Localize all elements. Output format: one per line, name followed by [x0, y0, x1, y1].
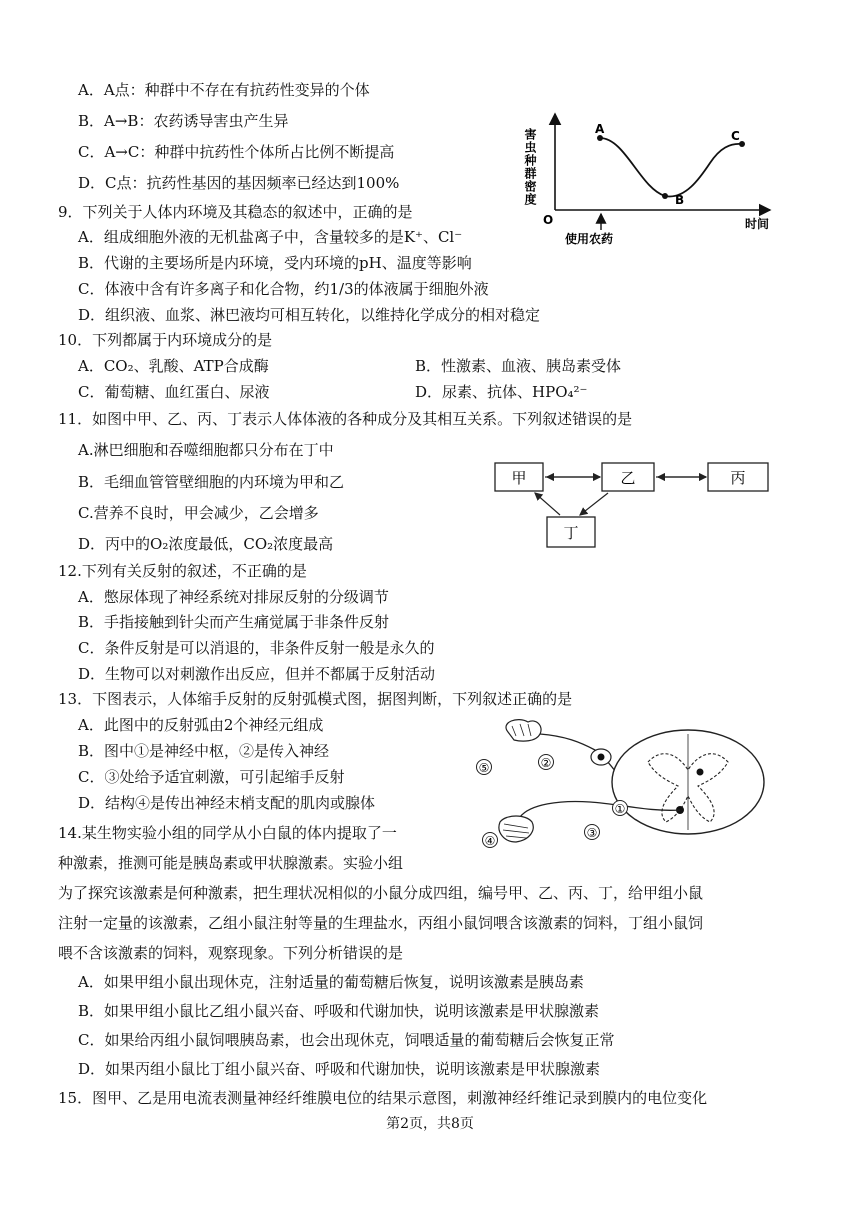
q12-option-d: D．生物可以对刺激作出反应，但并不都属于反射活动 — [78, 665, 436, 683]
q15-stem: 15．图甲、乙是用电流表测量神经纤维膜电位的结果示意图，刺激神经纤维记录到膜内的电位变化 — [58, 1089, 708, 1107]
point-c-label: C — [731, 129, 740, 143]
q8-option-c: C．A→C：种群中抗药性个体所占比例不断提高 — [78, 143, 395, 161]
q9-option-c: C．体液中含有许多离子和化合物，约1/3的体液属于细胞外液 — [78, 280, 489, 298]
q11-option-b: B．毛细血管管壁细胞的内环境为甲和乙 — [78, 473, 345, 491]
q13-option-b: B．图中①是神经中枢，②是传入神经 — [78, 742, 330, 760]
q9-option-d: D．组织液、血浆、淋巴液均可相互转化，以维持化学成分的相对稳定 — [78, 306, 541, 324]
q14-option-d: D．如果丙组小鼠比丁组小鼠兴奋、呼吸和代谢加快，说明该激素是甲状腺激素 — [78, 1060, 601, 1078]
effector-muscle — [499, 816, 533, 842]
point-b-dot — [662, 193, 668, 199]
q13-option-c: C．③处给予适宜刺激，可引起缩手反射 — [78, 768, 345, 786]
q14-stem-line5: 喂不含该激素的饲料，观察现象。下列分析错误的是 — [58, 944, 404, 962]
page-footer: 第2页，共8页 — [386, 1116, 474, 1132]
q10-option-b: B．性激素、血液、胰岛素受体 — [415, 357, 622, 375]
population-density-figure — [505, 108, 795, 253]
q11-option-d: D．丙中的O₂浓度最低，CO₂浓度最高 — [78, 535, 334, 553]
q14-option-a: A．如果甲组小鼠出现休克，注射适量的葡萄糖后恢复，说明该激素是胰岛素 — [78, 973, 584, 991]
reflex-arc-figure — [470, 712, 775, 857]
q10-option-d: D．尿素、抗体、HPO₄²⁻ — [415, 383, 588, 401]
origin-label: O — [543, 213, 554, 227]
q10-option-c: C．葡萄糖、血红蛋白、尿液 — [78, 383, 270, 401]
y-axis-label: 害虫种群密度 — [523, 128, 537, 206]
q11-option-c: C.营养不良时，甲会减少，乙会增多 — [78, 504, 319, 522]
label-1: ① — [614, 802, 626, 816]
q10-stem: 10．下列都属于内环境成分的是 — [58, 331, 273, 349]
label-bing: 丙 — [730, 469, 746, 487]
label-jia: 甲 — [511, 469, 527, 487]
label-ding: 丁 — [563, 524, 579, 542]
point-c-dot — [739, 141, 745, 147]
q9-option-a: A．组成细胞外液的无机盐离子中，含量较多的是K⁺、Cl⁻ — [78, 228, 463, 246]
label-yi: 乙 — [620, 469, 636, 487]
q14-option-b: B．如果甲组小鼠比乙组小鼠兴奋、呼吸和代谢加快，说明该激素是甲状腺激素 — [78, 1002, 600, 1020]
label-3: ③ — [586, 826, 598, 840]
q10-option-a: A．CO₂、乳酸、ATP合成酶 — [78, 357, 269, 375]
q14-stem-line3: 为了探究该激素是何种激素，把生理状况相似的小鼠分成四组，编号甲、乙、丙、丁，给甲组小鼠 — [58, 884, 704, 902]
x-axis-label: 时间 — [745, 217, 770, 231]
q12-option-b: B．手指接触到针尖而产生痛觉属于非条件反射 — [78, 613, 390, 631]
label-2: ② — [540, 756, 552, 770]
point-b-label: B — [675, 193, 685, 207]
body-fluid-figure — [490, 455, 775, 555]
q8-option-a: A．A点：种群中不存在有抗药性变异的个体 — [78, 81, 370, 99]
q8-option-d: D．C点：抗药性基因的基因频率已经达到100% — [78, 174, 400, 192]
arrow-ding-jia — [535, 493, 560, 515]
receptor-skin — [506, 720, 541, 742]
q13-stem: 13．下图表示，人体缩手反射的反射弧模式图，据图判断，下列叙述正确的是 — [58, 690, 573, 708]
point-a-label: A — [595, 122, 605, 136]
q8-option-b: B．A→B：农药诱导害虫产生异 — [78, 112, 289, 130]
q9-option-b: B．代谢的主要场所是内环境，受内环境的pH、温度等影响 — [78, 254, 472, 272]
q11-stem: 11．如图中甲、乙、丙、丁表示人体体液的各种成分及其相互关系。下列叙述错误的是 — [58, 410, 633, 428]
interneuron-body — [697, 769, 704, 776]
q14-stem-line1: 14.某生物实验小组的同学从小白鼠的体内提取了一 — [58, 824, 397, 842]
q13-option-a: A．此图中的反射弧由2个神经元组成 — [78, 716, 324, 734]
q12-option-c: C．条件反射是可以消退的，非条件反射一般是永久的 — [78, 639, 435, 657]
q11-option-a: A.淋巴细胞和吞噬细胞都只分布在丁中 — [78, 441, 334, 459]
label-5: ⑤ — [478, 761, 490, 775]
arrow-yi-ding — [580, 493, 608, 515]
q12-option-a: A．憋尿体现了神经系统对排尿反射的分级调节 — [78, 588, 389, 606]
q9-stem: 9．下列关于人体内环境及其稳态的叙述中，正确的是 — [58, 203, 413, 221]
pesticide-label: 使用农药 — [565, 232, 614, 246]
density-curve — [600, 138, 742, 196]
q14-stem-line2: 种激素，推测可能是胰岛素或甲状腺激素。实验小组 — [58, 854, 404, 872]
ganglion-cell-body — [598, 754, 605, 761]
q13-option-d: D．结构④是传出神经末梢支配的肌肉或腺体 — [78, 794, 376, 812]
q14-stem-line4: 注射一定量的该激素，乙组小鼠注射等量的生理盐水，丙组小鼠饲喂含该激素的饲料，丁组小鼠饲 — [58, 914, 704, 932]
label-4: ④ — [484, 834, 496, 848]
q12-stem: 12.下列有关反射的叙述，不正确的是 — [58, 562, 307, 580]
q14-option-c: C．如果给丙组小鼠饲喂胰岛素，也会出现休克，饲喂适量的葡萄糖后会恢复正常 — [78, 1031, 615, 1049]
